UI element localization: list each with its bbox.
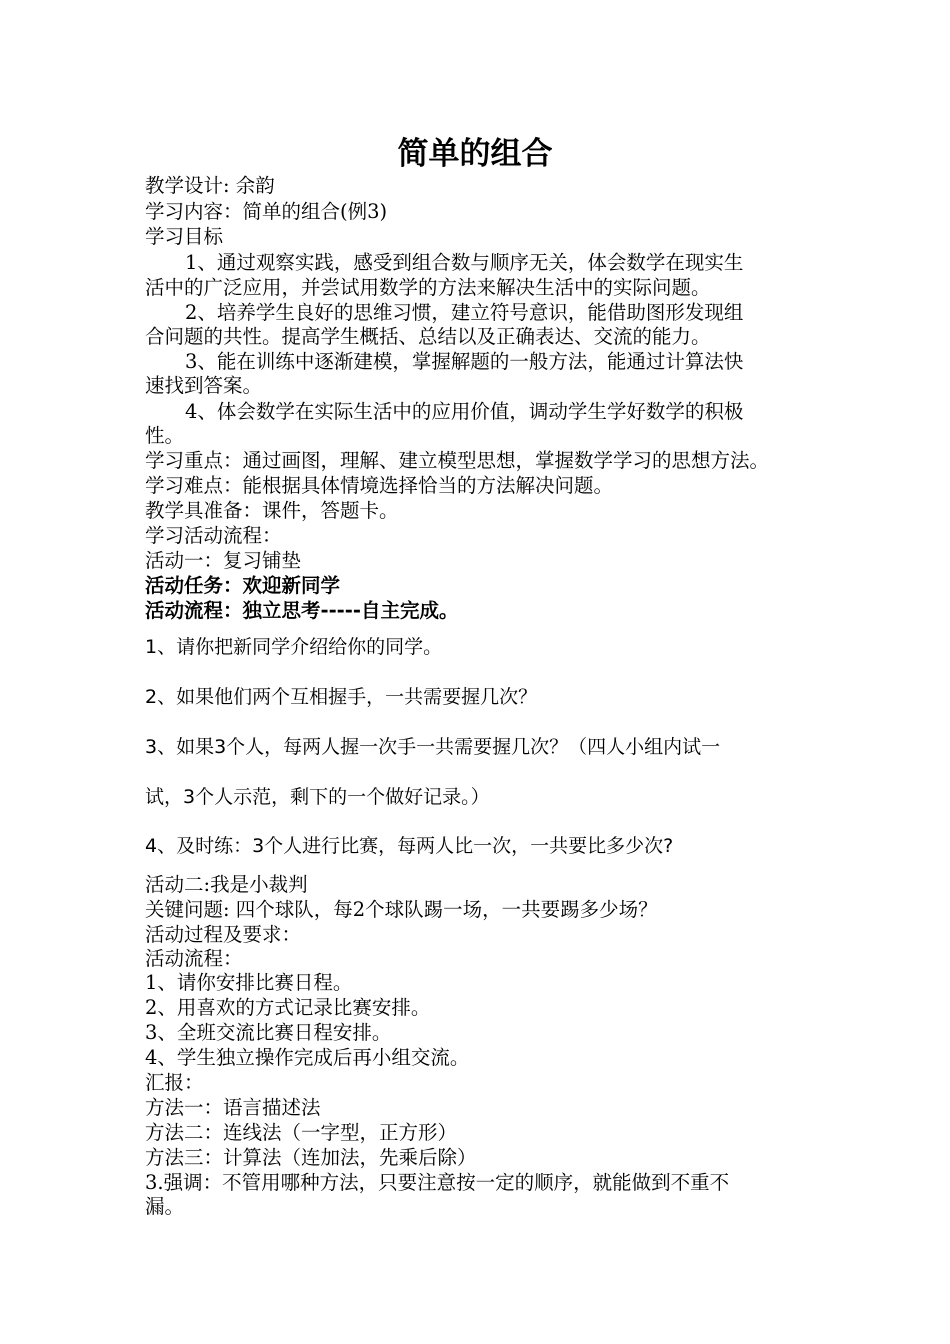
activity-task-line: 活动任务：欢迎新同学 bbox=[145, 574, 341, 597]
step-3: 3、全班交流比赛日程安排。 bbox=[145, 1021, 392, 1044]
page-title: 简单的组合 bbox=[397, 136, 553, 172]
goal-3-line-1: 3、能在训练中逐渐建模，掌握解题的一般方法，能通过计算法快 bbox=[185, 350, 744, 373]
goal-2-line-2: 合问题的共性。提高学生概括、总结以及正确表达、交流的能力。 bbox=[145, 325, 711, 348]
emphasis-line-1: 3.强调：不管用哪种方法，只要注意按一定的顺序，就能做到不重不 bbox=[145, 1171, 730, 1194]
step-1: 1、请你安排比赛日程。 bbox=[145, 971, 353, 994]
goal-1-line-2: 活中的广泛应用，并尝试用数学的方法来解决生活中的实际问题。 bbox=[145, 276, 711, 299]
designer-line: 教学设计: 余韵 bbox=[145, 174, 275, 197]
requirements-heading: 活动过程及要求： bbox=[145, 923, 302, 946]
method-1: 方法一：语言描述法 bbox=[145, 1096, 321, 1119]
emphasis-line-2: 漏。 bbox=[145, 1195, 185, 1218]
content-line: 学习内容：简单的组合(例3) bbox=[145, 200, 388, 223]
process-heading: 学习活动流程： bbox=[145, 524, 282, 547]
goal-3-line-2: 速找到答案。 bbox=[145, 374, 263, 397]
activity-flow-line: 活动流程：独立思考-----自主完成。 bbox=[145, 599, 459, 622]
question-4: 4、及时练：3个人进行比赛，每两人比一次，一共要比多少次? bbox=[145, 835, 674, 857]
goal-2-line-1: 2、培养学生良好的思维习惯，建立符号意识，能借助图形发现组 bbox=[185, 301, 744, 324]
key-question-line: 关键问题: 四个球队，每2个球队踢一场，一共要踢多少场？ bbox=[145, 898, 658, 921]
step-2: 2、用喜欢的方式记录比赛安排。 bbox=[145, 996, 431, 1019]
report-heading: 汇报： bbox=[145, 1071, 204, 1094]
goals-heading: 学习目标 bbox=[145, 225, 224, 248]
goal-1-line-1: 1、通过观察实践，感受到组合数与顺序无关，体会数学在现实生 bbox=[185, 251, 744, 274]
activity-1-heading: 活动一：复习铺垫 bbox=[145, 549, 302, 572]
difficulty-line: 学习难点：能根据具体情境选择恰当的方法解决问题。 bbox=[145, 474, 614, 497]
question-1: 1、请你把新同学介绍给你的同学。 bbox=[145, 636, 443, 658]
activity-2-heading: 活动二:我是小裁判 bbox=[145, 873, 308, 896]
method-3: 方法三：计算法（连加法，先乘后除） bbox=[145, 1146, 477, 1169]
question-3-line-1: 3、如果3个人，每两人握一次手一共需要握几次？（四人小组内试一 bbox=[145, 736, 721, 758]
goal-4-line-1: 4、体会数学在实际生活中的应用价值，调动学生学好数学的积极 bbox=[185, 400, 744, 423]
goal-4-line-2: 性。 bbox=[145, 424, 185, 447]
question-3-line-2: 试，3个人示范，剩下的一个做好记录。） bbox=[145, 786, 490, 808]
key-point-line: 学习重点：通过画图，理解、建立模型思想，掌握数学学习的思想方法。 bbox=[145, 449, 770, 472]
materials-line: 教学具准备：课件，答题卡。 bbox=[145, 499, 399, 522]
flow-heading: 活动流程： bbox=[145, 947, 243, 970]
step-4: 4、学生独立操作完成后再小组交流。 bbox=[145, 1046, 470, 1069]
question-2: 2、如果他们两个互相握手，一共需要握几次？ bbox=[145, 686, 538, 708]
method-2: 方法二：连线法（一字型，正方形） bbox=[145, 1121, 458, 1144]
